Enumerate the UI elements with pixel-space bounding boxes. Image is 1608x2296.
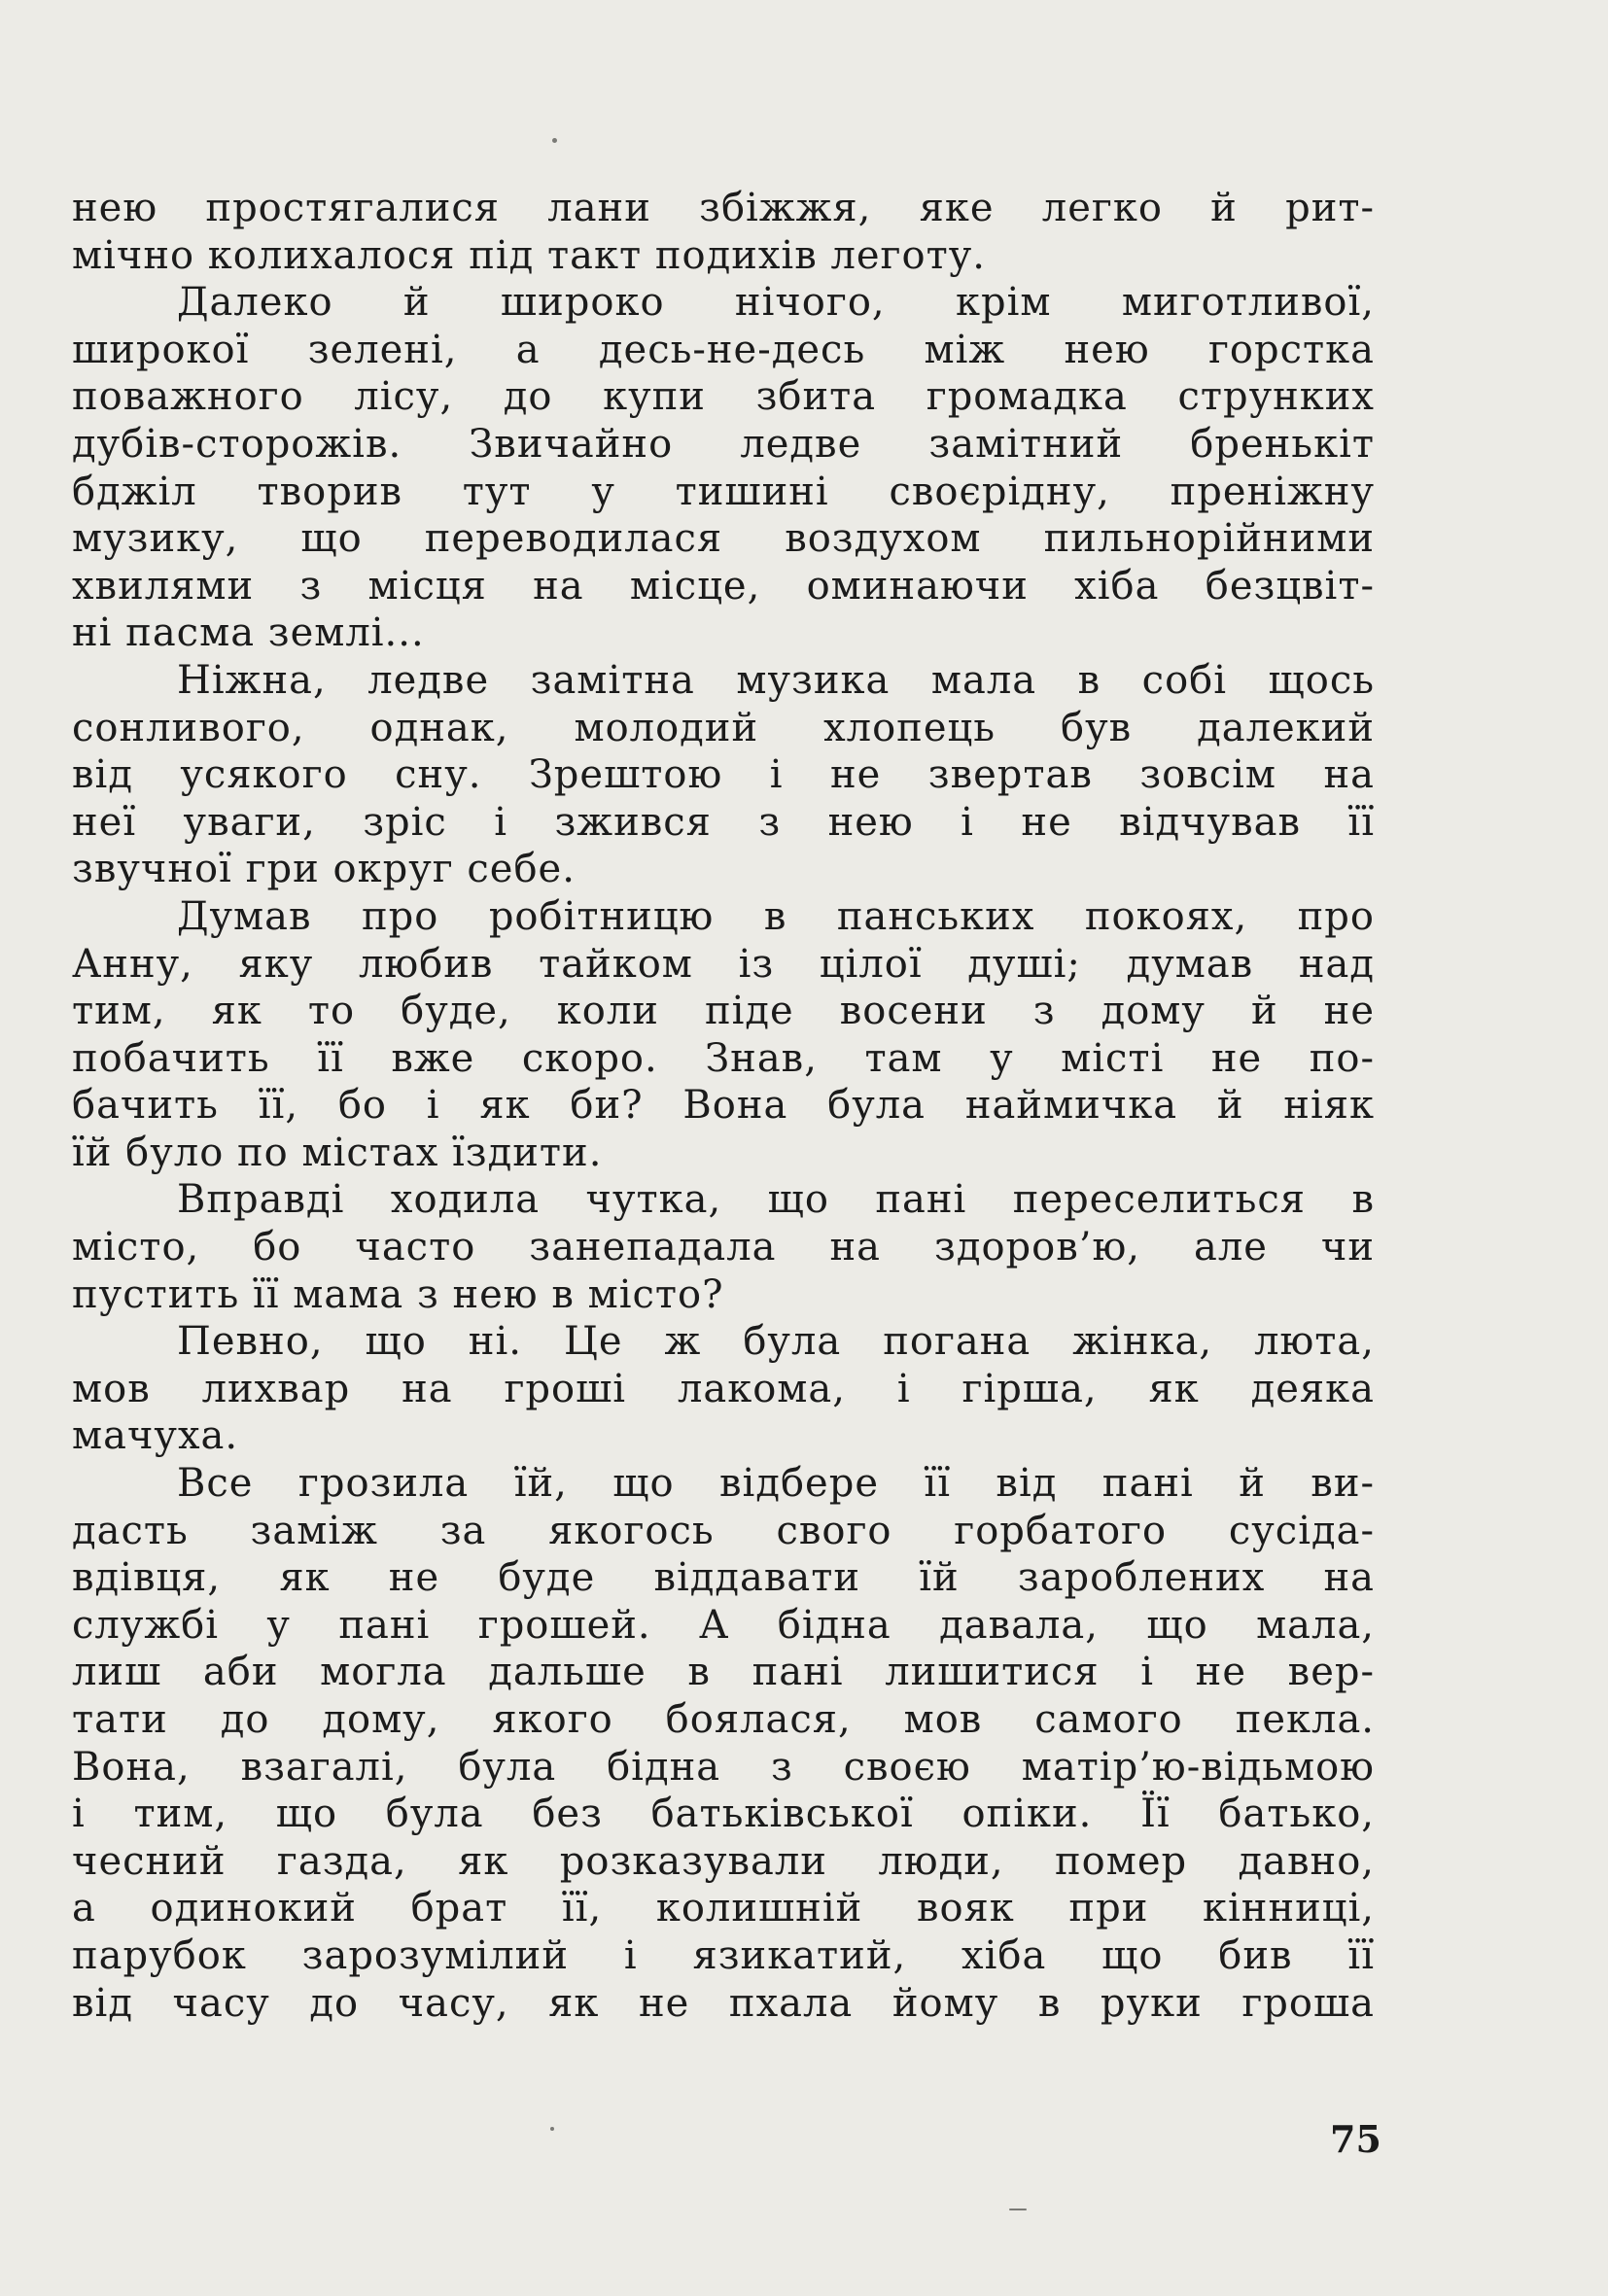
text-line: Анну, яку любив тайком із цілої душі; думав над bbox=[72, 941, 1375, 987]
text-line: Вона, взагалі, була бідна з своєю матір’ю-відьмою bbox=[72, 1744, 1375, 1790]
text-line: парубок зарозумілий і язикатий, хіба що бив її bbox=[72, 1932, 1375, 1978]
text-line: Вправді ходила чутка, що пані переселиться в bbox=[177, 1177, 1375, 1223]
text-line: Думав про робітницю в панських покоях, про bbox=[177, 893, 1375, 939]
text-line: чесний газда, як розказували люди, помер давно, bbox=[72, 1838, 1375, 1884]
print-speck bbox=[1009, 2209, 1027, 2210]
page-number: 75 bbox=[1330, 2117, 1381, 2161]
text-line: і тим, що була без батьківської опіки. Її батько, bbox=[72, 1792, 1375, 1837]
text-line: Певно, що ні. Це ж була погана жінка, люта, bbox=[177, 1319, 1375, 1365]
text-line: звучної гри округ себе. bbox=[72, 847, 576, 892]
text-line: місто, бо часто занепадала на здоров’ю, але чи bbox=[72, 1225, 1375, 1270]
text-line: а одинокий брат її, колишній вояк при кінниці, bbox=[72, 1886, 1375, 1931]
text-line: мічно колихалося під такт подихів леготу. bbox=[72, 232, 986, 278]
text-line: бачить її, бо і як би? Вона була наймичка й ніяк bbox=[72, 1083, 1375, 1129]
text-line: дасть заміж за якогось свого горбатого сусіда- bbox=[72, 1508, 1375, 1553]
text-line: хвилями з місця на місце, оминаючи хіба безцвіт- bbox=[72, 563, 1375, 609]
text-line: їй було по містах їздити. bbox=[72, 1130, 603, 1175]
text-line: сонливого, однак, молодий хлопець був далекий bbox=[72, 705, 1375, 750]
print-speck bbox=[550, 2127, 554, 2131]
text-line: поважного лісу, до купи збита громадка струнких bbox=[72, 374, 1375, 420]
text-line: лиш аби могла дальше в пані лишитися і не вер- bbox=[72, 1650, 1375, 1695]
text-line: дубів-сторожів. Звичайно ледве замітний бренькіт bbox=[72, 421, 1375, 467]
body-text bbox=[72, 185, 1375, 2027]
text-line: неї уваги, зріс і зжився з нею і не відчував її bbox=[72, 799, 1375, 845]
text-line: ні пасма землі... bbox=[72, 610, 425, 656]
text-line: Все грозила їй, що відбере її від пані й ви- bbox=[177, 1461, 1375, 1507]
text-line: Далеко й широко нічого, крім миготливої, bbox=[177, 280, 1375, 326]
print-speck bbox=[552, 138, 557, 143]
text-line: широкої зелені, а десь-не-десь між нею горстка bbox=[72, 327, 1375, 372]
text-line: від часу до часу, як не пхала йому в руки гроша bbox=[72, 1980, 1375, 2026]
text-line: тим, як то буде, коли піде восени з дому й не bbox=[72, 989, 1375, 1034]
text-line: побачить її вже скоро. Знав, там у місті не по- bbox=[72, 1035, 1375, 1081]
text-line: тати до дому, якого боялася, мов самого пекла. bbox=[72, 1697, 1375, 1742]
text-line: від усякого сну. Зрештою і не звертав зовсім на bbox=[72, 752, 1375, 798]
text-line: службі у пані грошей. А бідна давала, що мала, bbox=[72, 1602, 1375, 1648]
text-line: нею простягалися лани збіжжя, яке легко й рит- bbox=[72, 186, 1375, 230]
text-line: пустить її мама з нею в місто? bbox=[72, 1271, 724, 1317]
text-line: музику, що переводилася воздухом пильнорійними bbox=[72, 516, 1375, 562]
text-line: бджіл творив тут у тишині своєрідну, преніжну bbox=[72, 469, 1375, 514]
text-line: Ніжна, ледве замітна музика мала в собі щось bbox=[177, 657, 1375, 703]
text-line: вдівця, як не буде віддавати їй зароблених на bbox=[72, 1555, 1375, 1601]
text-line: мов лихвар на гроші лакома, і гірша, як деяка bbox=[72, 1366, 1375, 1411]
text-line: мачуха. bbox=[72, 1413, 239, 1459]
